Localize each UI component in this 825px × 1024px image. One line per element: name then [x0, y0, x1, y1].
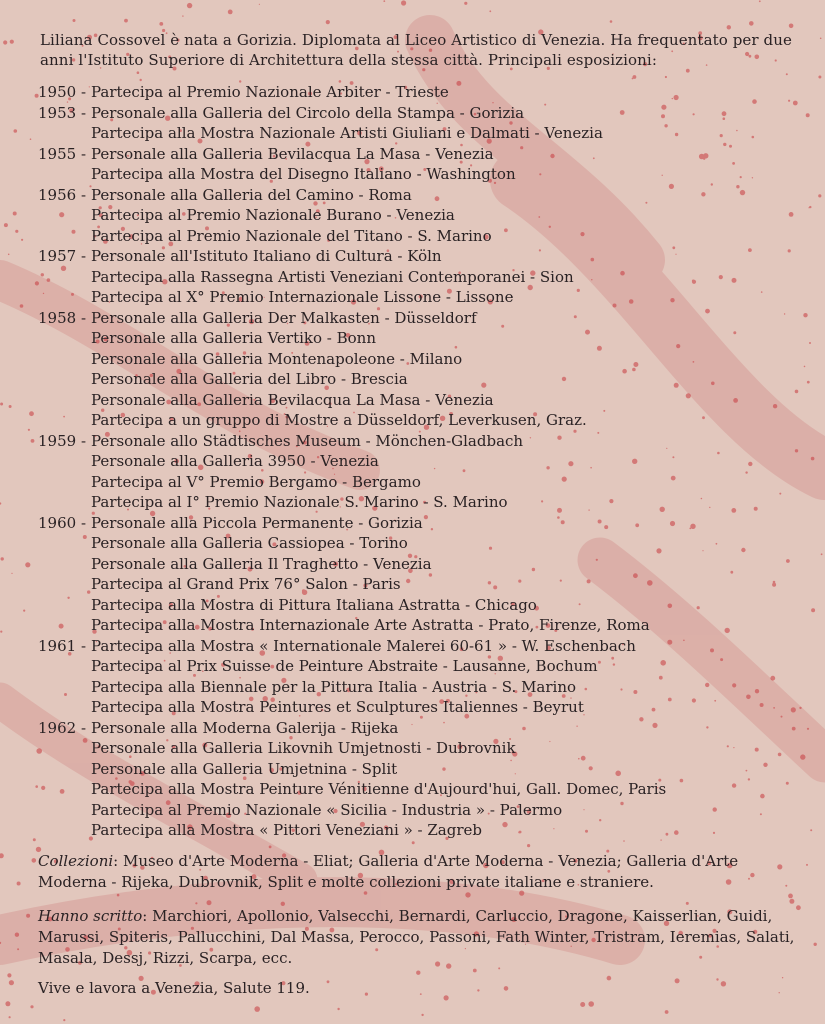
exhibition-row	[0, 410, 825, 431]
exhibition-entry: Partecipa alla Mostra Internazionale Arte Astratta - Prato, Firenze, Roma	[91, 616, 650, 634]
exhibition-entry: Personale alla Galleria Umjetnina - Split	[91, 759, 398, 778]
exhibition-row	[0, 759, 825, 780]
exhibition-year: 1957 -	[38, 247, 87, 265]
exhibition-year: 1953 -	[38, 103, 87, 122]
exhibition-entry: Personale alla Galleria Il Traghetto - Venezia	[91, 554, 432, 573]
exhibition-year: 1955 -	[38, 144, 87, 163]
exhibition-row	[0, 328, 825, 349]
exhibition-row	[0, 226, 825, 247]
written-by-text: : Marchiori, Apollonio, Valsecchi, Bernardi, Carluccio, Dragone, Kaisserlian, Guidi, Marussi, Spiteris, Pallucchini, Dal Massa, Perocco, Passoni, Fath Winter, Tristram, Ieremias, Salati, Masala, Dessj, Rizzi, Scarpa, ecc.	[38, 907, 795, 967]
exhibition-entry: Partecipa alla Mostra Peintures et Sculptures Italiennes - Beyrut	[91, 698, 584, 716]
exhibition-entry: Partecipa alla Mostra « Pittori Veneziani » - Zagreb	[91, 821, 482, 839]
exhibition-row	[0, 103, 825, 124]
exhibition-row	[0, 451, 825, 472]
exhibition-row	[0, 677, 825, 698]
exhibition-entry: Personale alla Galleria 3950 - Venezia	[91, 452, 379, 470]
exhibition-entry: Partecipa alla Biennale per la Pittura Italia - Austria - S. Marino	[91, 677, 577, 696]
exhibition-entry: Personale alla Moderna Galerija - Rijeka	[91, 718, 399, 737]
collections-label: Collezioni	[38, 852, 114, 870]
exhibition-entry: Partecipa al X° Premio Internazionale Lissone - Lissone	[91, 288, 514, 306]
exhibition-entry: Personale alla Galleria Montenapoleone - Milano	[91, 349, 463, 368]
exhibition-row	[0, 349, 825, 370]
exhibition-row	[0, 718, 825, 739]
exhibition-entry: Partecipa al Premio Nazionale Burano - Venezia	[91, 206, 455, 224]
exhibition-entry: Partecipa a un gruppo di Mostre a Düsseldorf, Leverkusen, Graz.	[91, 411, 587, 429]
exhibition-row	[0, 390, 825, 411]
exhibition-entry: Personale alla Galleria del Libro - Brescia	[91, 370, 408, 388]
exhibition-row	[0, 615, 825, 636]
exhibition-entry: Personale alla Galleria Der Malkasten - Düsseldorf	[91, 308, 477, 327]
exhibition-entry: Personale alla Piccola Permanente - Gorizia	[91, 513, 423, 532]
exhibition-row	[0, 656, 825, 677]
exhibition-year: 1950 -	[38, 83, 87, 101]
exhibition-entry: Partecipa al V° Premio Bergamo - Bergamo	[91, 472, 421, 491]
exhibition-year: 1962 -	[38, 718, 87, 737]
exhibition-entry: Partecipa al Grand Prix 76° Salon - Paris	[91, 575, 401, 593]
exhibition-entry: Personale alla Galleria Bevilacqua La Masa - Venezia	[91, 390, 494, 409]
exhibition-entry: Partecipa al Premio Nazionale del Titano - S. Marino	[91, 226, 492, 245]
exhibition-row	[0, 431, 825, 452]
exhibition-row	[0, 472, 825, 493]
exhibition-entry: Partecipa alla Mostra « Internationale Malerei 60-61 » - W. Eschenbach	[91, 636, 636, 655]
exhibition-entry: Partecipa al Premio Nazionale Arbiter - Trieste	[91, 83, 449, 101]
collections-paragraph	[38, 851, 810, 893]
exhibition-row	[0, 205, 825, 226]
exhibition-entry: Partecipa alla Mostra Nazionale Artisti Giuliani e Dalmati - Venezia	[91, 124, 603, 142]
exhibition-row	[0, 533, 825, 554]
exhibition-row	[0, 164, 825, 185]
exhibition-row	[0, 123, 825, 144]
exhibition-row	[0, 369, 825, 390]
exhibition-row	[0, 779, 825, 800]
exhibition-year: 1958 -	[38, 308, 87, 327]
exhibition-entry: Partecipa alla Mostra Peinture Vénitienne d'Aujourd'hui, Gall. Domec, Paris	[91, 780, 667, 798]
exhibition-entry: Personale alla Galleria del Camino - Roma	[91, 185, 412, 204]
exhibition-row	[0, 738, 825, 759]
exhibition-row	[0, 554, 825, 575]
exhibition-row	[0, 82, 825, 103]
exhibition-row	[0, 287, 825, 308]
intro-paragraph: Liliana Cossovel è nata a Gorizia. Diplomata al Liceo Artistico di Venezia. Ha frequentato per due anni l'Istituto Superiore di Architettura della stessa città. Principali esposizioni:	[40, 31, 792, 69]
exhibition-row	[0, 636, 825, 657]
exhibition-entry: Personale alla Galleria Cassiopea - Torino	[91, 534, 408, 552]
exhibition-year: 1956 -	[38, 185, 87, 204]
exhibition-entry: Partecipa al I° Premio Nazionale S. Marino - S. Marino	[91, 493, 508, 511]
exhibition-year: 1959 -	[38, 431, 87, 450]
exhibition-entry: Partecipa al Prix Suisse de Peinture Abstraite - Lausanne, Bochum	[91, 657, 598, 675]
exhibition-entry: Personale alla Galleria Vertiko - Bonn	[91, 329, 376, 347]
exhibition-row	[0, 308, 825, 329]
exhibition-entry: Personale all'Istituto Italiano di Cultura - Köln	[91, 247, 442, 265]
collections-text: : Museo d'Arte Moderna - Eliat; Galleria d'Arte Moderna - Venezia; Galleria d'Arte Moderna - Rijeka, Dubrovnik, Split e molte collezioni private italiane e straniere.	[38, 852, 739, 891]
exhibition-year: 1960 -	[38, 513, 87, 532]
exhibition-row	[0, 267, 825, 288]
exhibition-row	[0, 246, 825, 267]
exhibition-row	[0, 800, 825, 821]
exhibition-year: 1961 -	[38, 636, 87, 655]
exhibition-row	[0, 492, 825, 513]
exhibition-entry: Partecipa alla Mostra di Pittura Italiana Astratta - Chicago	[91, 595, 537, 614]
exhibition-entry: Partecipa al Premio Nazionale « Sicilia - Industria » - Palermo	[91, 800, 563, 819]
written-by-label: Hanno scritto	[38, 907, 143, 925]
exhibition-entry: Personale alla Galleria Likovnih Umjetnosti - Dubrovnik	[91, 739, 516, 757]
exhibition-row	[0, 820, 825, 841]
exhibition-row	[0, 574, 825, 595]
exhibition-entry: Personale alla Galleria del Circolo della Stampa - Gorizia	[91, 103, 525, 122]
exhibition-row	[0, 185, 825, 206]
exhibition-row	[0, 513, 825, 534]
written-by-paragraph	[38, 906, 810, 969]
exhibition-entry: Personale alla Galleria Bevilacqua La Masa - Venezia	[91, 144, 494, 163]
exhibition-row	[0, 697, 825, 718]
exhibition-entry: Personale allo Städtisches Museum - Mönchen-Gladbach	[91, 431, 524, 450]
exhibition-row	[0, 595, 825, 616]
exhibition-entry: Partecipa alla Rassegna Artisti Veneziani Contemporanei - Sion	[91, 267, 574, 286]
exhibitions-list	[0, 82, 825, 841]
exhibition-row	[0, 144, 825, 165]
exhibition-entry: Partecipa alla Mostra del Disegno Italiano - Washington	[91, 165, 516, 183]
closing-line: Vive e lavora a Venezia, Salute 119.	[38, 979, 310, 997]
